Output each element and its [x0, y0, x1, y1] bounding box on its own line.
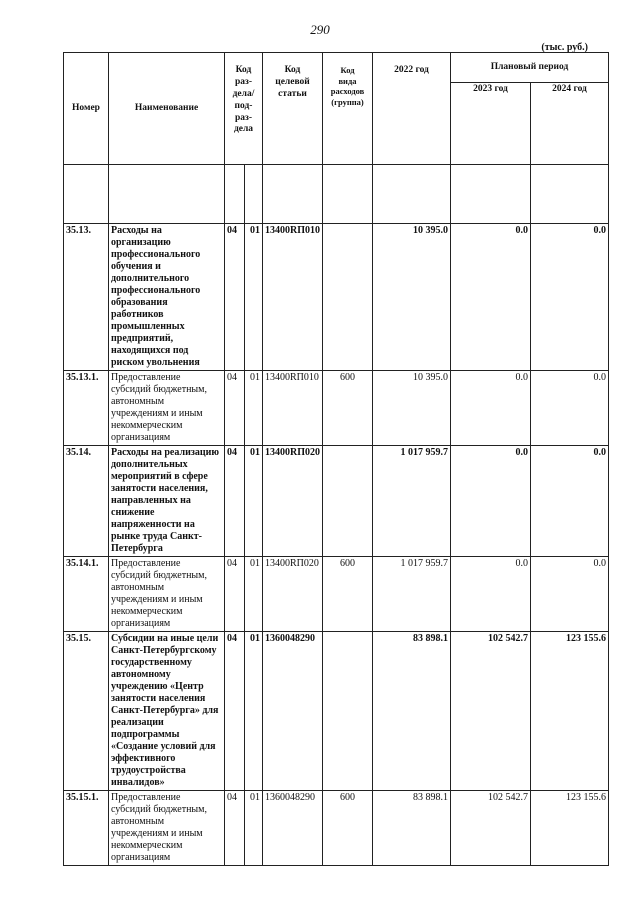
row-value-2022: 83 898.1	[373, 632, 451, 791]
row-name: Субсидии на иные цели Санкт-Петербургскому государственному автономному учреждению «Центр занятости населения Санкт-Петербурга» для реализации подпрограммы «Создание условий для эффективного трудоустройства инвалидов»	[109, 632, 225, 791]
header-name: Наименование	[109, 53, 225, 165]
header-year-2023: 2023 год	[451, 83, 531, 165]
row-expense-type: 600	[323, 791, 373, 866]
units-label: (тыс. руб.)	[541, 42, 588, 53]
row-razdel: 04	[225, 371, 245, 446]
row-target-code: 13400RП010	[263, 224, 323, 371]
row-name: Расходы на организацию профессионального обучения и дополнительного профессионального образования работников промышленных предприятий, находящихся под риском увольнения	[109, 224, 225, 371]
row-razdel: 04	[225, 632, 245, 791]
header-target-code: Код целевой статьи	[263, 53, 323, 165]
header-number: Номер	[64, 53, 109, 165]
row-razdel: 04	[225, 557, 245, 632]
page-number: 290	[310, 22, 330, 37]
row-target-code: 13400RП020	[263, 557, 323, 632]
row-value-2024: 0.0	[531, 446, 609, 557]
row-name: Расходы на реализацию дополнительных мероприятий в сфере занятости населения, направленных на снижение напряженности на рынке труда Санкт-Петербурга	[109, 446, 225, 557]
row-value-2022: 10 395.0	[373, 371, 451, 446]
row-podrazdel: 01	[245, 557, 263, 632]
row-number: 35.14.	[64, 446, 109, 557]
row-number: 35.13.1.	[64, 371, 109, 446]
row-target-code: 1360048290	[263, 791, 323, 866]
row-podrazdel: 01	[245, 371, 263, 446]
row-podrazdel: 01	[245, 632, 263, 791]
row-name: Предоставление субсидий бюджетным, автономным учреждениям и иным некоммерческим организациям	[109, 791, 225, 866]
table-row	[64, 371, 609, 446]
table-row	[64, 557, 609, 632]
row-value-2022: 83 898.1	[373, 791, 451, 866]
table-row	[64, 224, 609, 371]
row-value-2022: 1 017 959.7	[373, 557, 451, 632]
row-number: 35.14.1.	[64, 557, 109, 632]
row-expense-type	[323, 446, 373, 557]
header-spacer-row	[64, 165, 609, 224]
row-value-2023: 0.0	[451, 557, 531, 632]
row-podrazdel: 01	[245, 224, 263, 371]
row-expense-type: 600	[323, 557, 373, 632]
row-value-2024: 0.0	[531, 557, 609, 632]
row-number: 35.15.	[64, 632, 109, 791]
row-podrazdel: 01	[245, 446, 263, 557]
row-value-2022: 1 017 959.7	[373, 446, 451, 557]
row-razdel: 04	[225, 446, 245, 557]
header-expense-type: Код вида расходов (группа)	[323, 53, 373, 165]
row-razdel: 04	[225, 791, 245, 866]
row-target-code: 1360048290	[263, 632, 323, 791]
header-planned-period: Плановый период	[451, 53, 609, 83]
budget-table	[63, 52, 609, 866]
row-number: 35.13.	[64, 224, 109, 371]
row-name: Предоставление субсидий бюджетным, автономным учреждениям и иным некоммерческим организациям	[109, 557, 225, 632]
row-expense-type: 600	[323, 371, 373, 446]
row-expense-type	[323, 224, 373, 371]
row-value-2024: 0.0	[531, 371, 609, 446]
table-row	[64, 632, 609, 791]
row-number: 35.15.1.	[64, 791, 109, 866]
row-value-2024: 123 155.6	[531, 791, 609, 866]
row-expense-type	[323, 632, 373, 791]
row-podrazdel: 01	[245, 791, 263, 866]
row-value-2024: 0.0	[531, 224, 609, 371]
table-row	[64, 446, 609, 557]
row-value-2023: 102 542.7	[451, 791, 531, 866]
header-year-2022: 2022 год	[373, 53, 451, 165]
row-value-2022: 10 395.0	[373, 224, 451, 371]
row-target-code: 13400RП020	[263, 446, 323, 557]
row-value-2023: 102 542.7	[451, 632, 531, 791]
header-section-code: Код раз- дела/ под- раз- дела	[225, 53, 263, 165]
row-value-2023: 0.0	[451, 371, 531, 446]
row-value-2023: 0.0	[451, 446, 531, 557]
row-razdel: 04	[225, 224, 245, 371]
row-name: Предоставление субсидий бюджетным, автономным учреждениям и иным некоммерческим организациям	[109, 371, 225, 446]
header-year-2024: 2024 год	[531, 83, 609, 165]
row-value-2024: 123 155.6	[531, 632, 609, 791]
table-row	[64, 791, 609, 866]
row-target-code: 13400RП010	[263, 371, 323, 446]
row-value-2023: 0.0	[451, 224, 531, 371]
